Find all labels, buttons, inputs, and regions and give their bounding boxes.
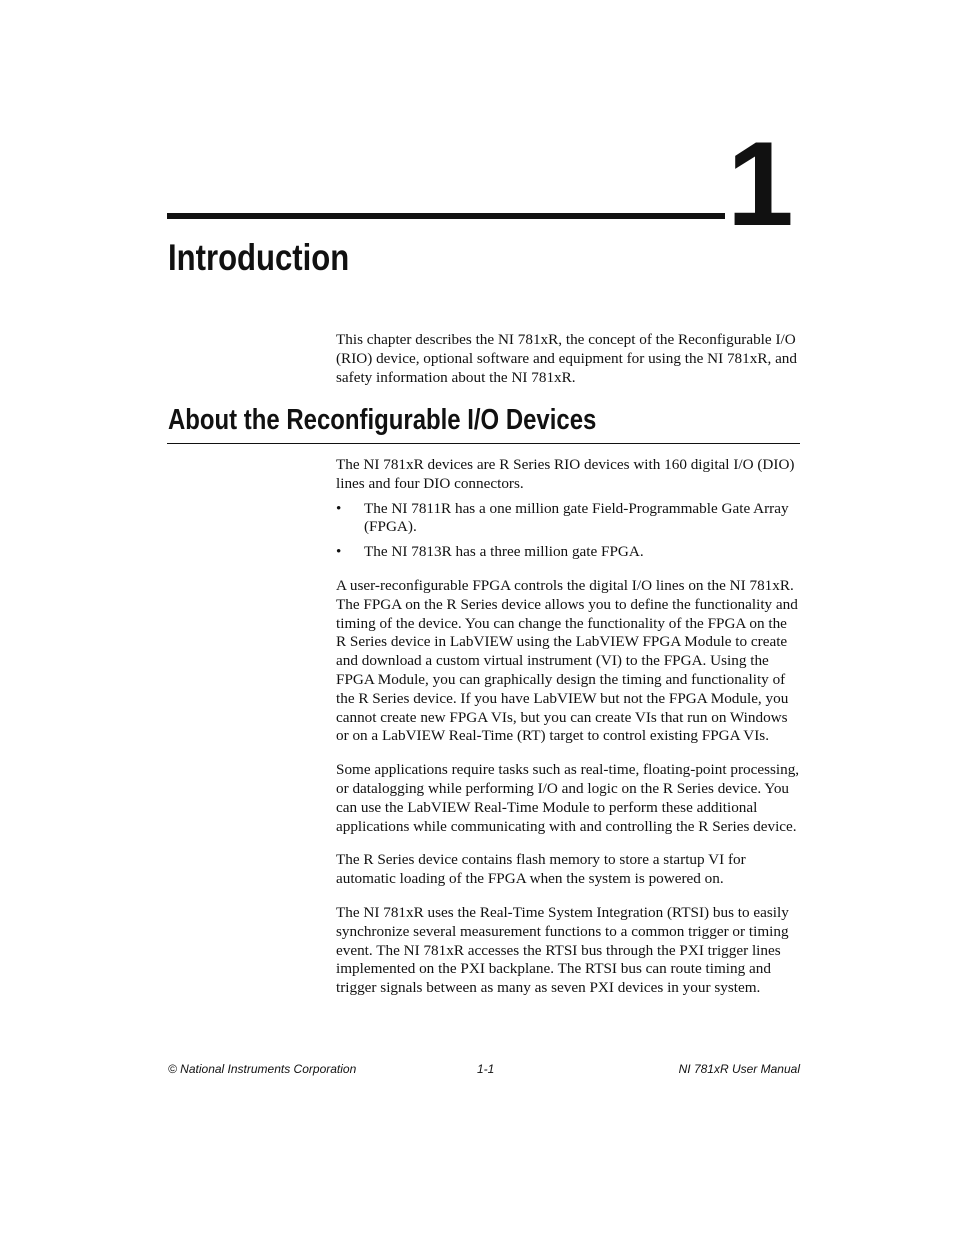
bullet-mark: • <box>336 543 342 561</box>
chapter-title: Introduction <box>168 237 350 278</box>
list-item-text: The NI 7811R has a one million gate Field-Programmable Gate Array (FPGA). <box>364 499 789 536</box>
list-item-text: The NI 7813R has a three million gate FPGA. <box>364 543 644 561</box>
intro-paragraph: This chapter describes the NI 781xR, the concept of the Reconfigurable I/O (RIO) device, optional software and equipment for using the NI 781xR, and safety information about the NI 781xR. <box>336 331 797 386</box>
intro-block <box>336 331 798 402</box>
body-paragraph: A user-reconfigurable FPGA controls the digital I/O lines on the NI 781xR. The FPGA on the R Series device allows you to define the functionality and timing of the device. You can change the functionality of the FPGA on the R Series device in LabVIEW using the LabVIEW FPGA Module to create and download a custom virtual instrument (VI) to the FPGA. Using the FPGA Module, you can graphically design the timing and functionality of the R Series device. If you have LabVIEW but not the FPGA Module, you cannot create new FPGA VIs, but you can create VIs that run on Windows or on a LabVIEW Real-Time (RT) target to control existing FPGA VIs. <box>336 576 798 745</box>
body-paragraph: Some applications require tasks such as real-time, floating-point processing, or datalogging while performing I/O and logic on the R Series device. You can use the LabVIEW Real-Time Module to perform these additional applications while communicating with and controlling the R Series device. <box>336 761 800 835</box>
footer-copyright: © National Instruments Corporation <box>168 1062 357 1076</box>
list-item <box>336 500 800 538</box>
feature-bullet-list <box>336 500 800 562</box>
footer-page-number: 1-1 <box>477 1062 495 1076</box>
section-heading: About the Reconfigurable I/O Devices <box>168 404 597 436</box>
body-paragraph: The NI 781xR uses the Real-Time System Integration (RTSI) bus to easily synchronize several measurement functions to a common trigger or timing event. The NI 781xR accesses the RTSI bus through the PXI trigger lines implemented on the PXI backplane. The RTSI bus can route timing and trigger signals between as many as seven PXI devices in your system. <box>336 903 789 997</box>
page-footer <box>168 1062 800 1078</box>
section-rule <box>167 443 800 444</box>
section-lead-paragraph: The NI 781xR devices are R Series RIO devices with 160 digital I/O (DIO) lines and four DIO connectors. <box>336 456 795 492</box>
section-body <box>336 456 800 1013</box>
list-item <box>336 543 800 562</box>
body-paragraph: The R Series device contains flash memory to store a startup VI for automatic loading of the FPGA when the system is powered on. <box>336 851 746 888</box>
bullet-mark: • <box>336 499 342 517</box>
footer-manual-title: NI 781xR User Manual <box>678 1062 800 1076</box>
chapter-rule <box>167 213 725 219</box>
chapter-number: 1 <box>727 117 790 251</box>
